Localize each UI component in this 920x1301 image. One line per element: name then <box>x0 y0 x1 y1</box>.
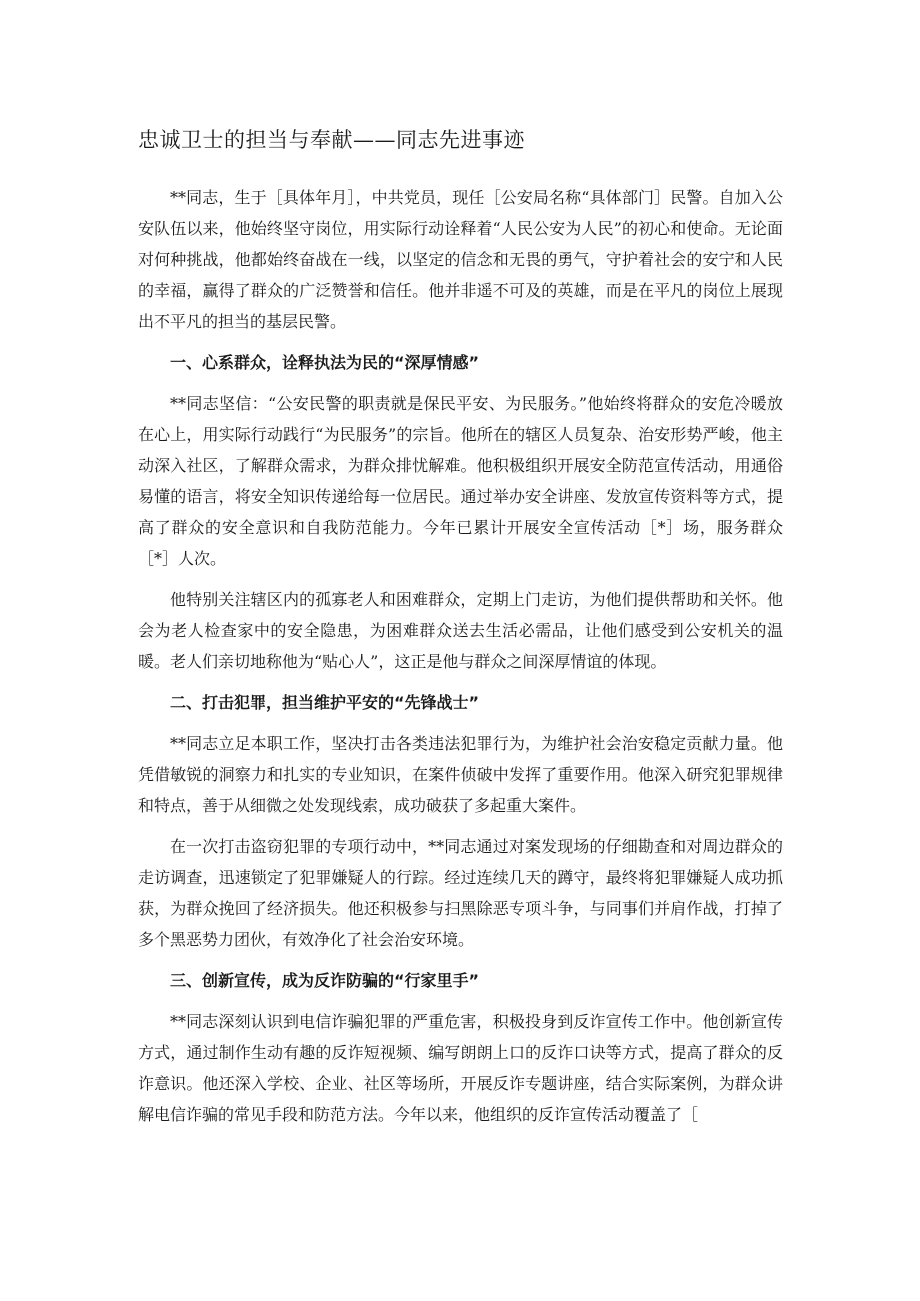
section-1-paragraph-2: 他特别关注辖区内的孤寡老人和困难群众，定期上门走访，为他们提供帮助和关怀。他会为老人检查家中的安全隐患，为困难群众送去生活必需品，让他们感受到公安机关的温暖。老人们亲切地称他为“贴心人”，这正是他与群众之间深厚情谊的体现。 <box>138 590 783 671</box>
section-3-heading: 三、创新宣传，成为反诈防骗的“行家里手” <box>170 971 480 990</box>
section-2-paragraph-1: **同志立足本职工作，坚决打击各类违法犯罪行为，为维护社会治安稳定贡献力量。他凭借敏锐的洞察力和扎实的专业知识，在案件侦破中发挥了重要作用。他深入研究犯罪规律和特点，善于从细微之处发现线索，成功破获了多起重大案件。 <box>138 734 783 815</box>
section-2-heading: 二、打击犯罪，担当维护平安的“先锋战士” <box>170 693 480 712</box>
intro-paragraph: **同志，生于［具体年月］，中共党员，现任［公安局名称“具体部门］民警。自加入公安队伍以来，他始终坚守岗位，用实际行动诠释着“人民公安为人民”的初心和使命。无论面对何种挑战，他都始终奋战在一线，以坚定的信念和无畏的勇气，守护着社会的安宁和人民的幸福，赢得了群众的广泛赞誉和信任。他并非遥不可及的英雄，而是在平凡的岗位上展现出不平凡的担当的基层民警。 <box>138 188 783 331</box>
section-1 <box>138 347 783 677</box>
document-page <box>138 122 783 1140</box>
section-1-heading: 一、心系群众，诠释执法为民的“深厚情感” <box>170 353 480 372</box>
section-3-paragraph-1: **同志深刻认识到电信诈骗犯罪的严重危害，积极投身到反诈宣传工作中。他创新宣传方式，通过制作生动有趣的反诈短视频、编写朗朗上口的反诈口诀等方式，提高了群众的反诈意识。他还深入学校、企业、社区等场所，开展反诈专题讲座，结合实际案例，为群众讲解电信诈骗的常见手段和防范方法。今年以来，他组织的反诈宣传活动覆盖了［ <box>138 1012 783 1124</box>
document-title: 忠诚卫士的担当与奉献——同志先进事迹 <box>138 128 525 152</box>
section-3 <box>138 965 783 1130</box>
section-2 <box>138 687 783 955</box>
section-1-paragraph-1: **同志坚信：“公安民警的职责就是保民平安、为民服务。”他始终将群众的安危冷暖放在心上，用实际行动践行“为民服务”的宗旨。他所在的辖区人员复杂、治安形势严峻，他主动深入社区，了解群众需求，为群众排忧解难。他积极组织开展安全防范宣传活动，用通俗易懂的语言，将安全知识传递给每一位居民。通过举办安全讲座、发放宣传资料等方式，提高了群众的安全意识和自我防范能力。今年已累计开展安全宣传活动［*］场，服务群众［*］人次。 <box>138 394 783 568</box>
section-2-paragraph-2: 在一次打击盗窃犯罪的专项行动中，**同志通过对案发现场的仔细勘查和对周边群众的走访调查，迅速锁定了犯罪嫌疑人的行踪。经过连续几天的蹲守，最终将犯罪嫌疑人成功抓获，为群众挽回了经济损失。他还积极参与扫黑除恶专项斗争，与同事们并肩作战，打掉了多个黑恶势力团伙，有效净化了社会治安环境。 <box>138 837 783 949</box>
